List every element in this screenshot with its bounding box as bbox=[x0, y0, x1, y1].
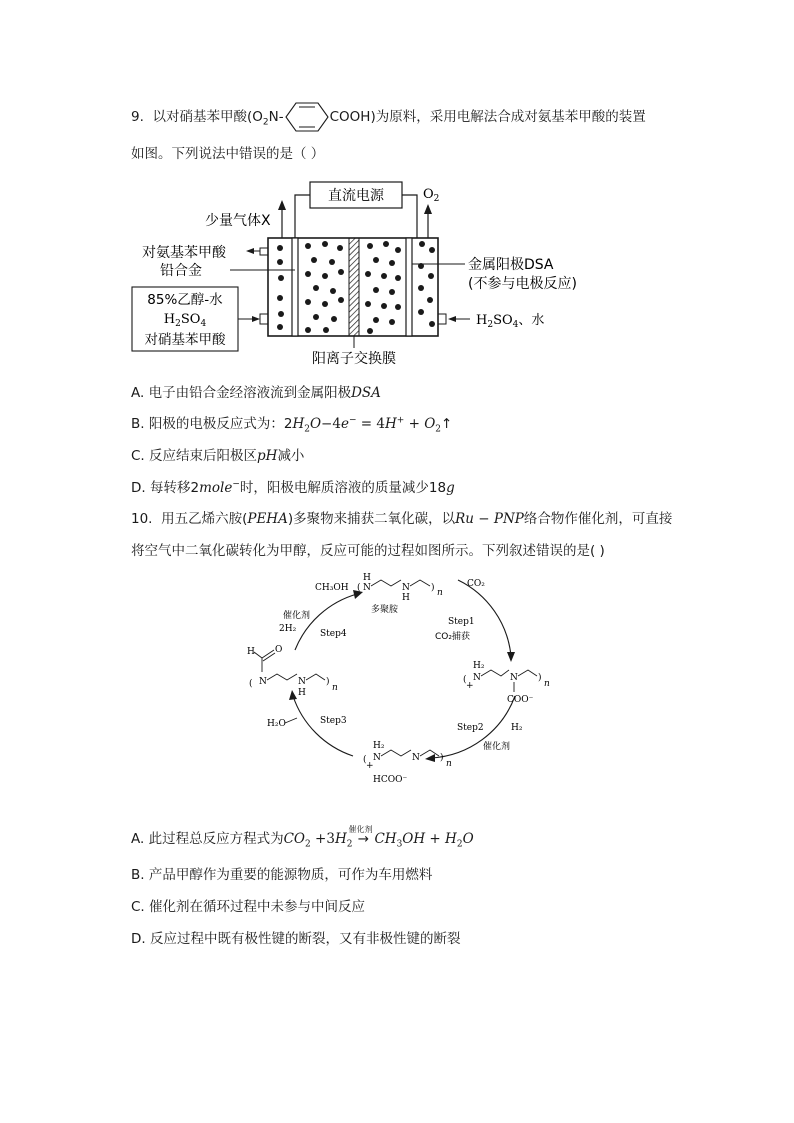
svg-text:CO₂捕获: CO₂捕获 bbox=[435, 632, 470, 642]
q10-option-a: A. 此过程总反应方程式为$CO_2 +3H_2$ 催化剂 → $CH_3OH + H_2O$ bbox=[131, 825, 474, 850]
q9-option-a: A. 电子由铅合金经溶液流到金属阳极DSA bbox=[131, 385, 381, 401]
reagent-solvent: 85%乙醇-水 bbox=[147, 292, 223, 308]
svg-text:N: N bbox=[473, 673, 481, 683]
svg-text:Step4: Step4 bbox=[320, 629, 347, 639]
formamide-structure bbox=[247, 645, 338, 698]
svg-text:N: N bbox=[412, 753, 420, 763]
svg-text:N: N bbox=[402, 583, 410, 593]
svg-text:H₂: H₂ bbox=[511, 723, 523, 733]
power-label: 直流电源 bbox=[328, 188, 384, 204]
svg-text:+: + bbox=[466, 681, 474, 691]
svg-text:+: + bbox=[366, 761, 374, 771]
svg-text:Step1: Step1 bbox=[448, 617, 475, 627]
q10-number: 10. bbox=[131, 511, 153, 527]
q9-stem-line2: 如图。下列说法中错误的是（ ） bbox=[131, 146, 325, 162]
q10-option-b: B. 产品甲醇作为重要的能源物质，可作为车用燃料 bbox=[131, 867, 433, 883]
reagent-substrate: 对硝基苯甲酸 bbox=[144, 332, 226, 348]
svg-text:(: ( bbox=[463, 675, 467, 685]
svg-text:HCOO⁻: HCOO⁻ bbox=[373, 775, 408, 785]
q10-stem-line1: 10. 用五乙烯六胺(PEHA)多聚物来捕获二氧化碳，以Ru − PNP络合物作催化剂，可直接 bbox=[131, 511, 673, 527]
q9-stem-line1: 9. 以对硝基苯甲酸($O_2N-$ COOH)为原料，采用电解法合成对氨基苯甲酸的装置 bbox=[131, 108, 646, 126]
svg-text:): ) bbox=[538, 673, 542, 683]
membrane-label: 阳离子交换膜 bbox=[312, 351, 396, 367]
svg-text:): ) bbox=[440, 753, 444, 763]
svg-text:Step2: Step2 bbox=[457, 723, 484, 733]
q9-option-b: B. 阳极的电极反应式为：$2H_2O-4e^- = 4H^+$ + $O_2↑$ bbox=[131, 415, 453, 435]
svg-text:2H₂: 2H₂ bbox=[279, 624, 297, 634]
anode-label: 金属阳极DSA bbox=[468, 257, 554, 273]
svg-text:COO⁻: COO⁻ bbox=[507, 695, 534, 705]
svg-text:H: H bbox=[298, 688, 306, 698]
svg-text:N: N bbox=[298, 677, 306, 687]
svg-text:): ) bbox=[431, 583, 435, 593]
svg-text:N: N bbox=[363, 583, 371, 593]
q9-option-c: C. 反应结束后阳极区pH减小 bbox=[131, 448, 305, 464]
electrolysis-diagram bbox=[130, 180, 600, 370]
svg-text:CH₃OH: CH₃OH bbox=[315, 583, 349, 593]
svg-text:(: ( bbox=[363, 755, 367, 765]
svg-text:CO₂: CO₂ bbox=[467, 579, 485, 589]
svg-text:N: N bbox=[259, 677, 267, 687]
product-label: 对氨基苯甲酸 bbox=[142, 245, 226, 261]
q9-option-d: D. 每转移2mole−时，阳极电解质溶液的质量减少18g bbox=[131, 479, 455, 496]
q10-stem-line2: 将空气中二氧化碳转化为甲醇，反应可能的过程如图所示。下列叙述错误的是( ) bbox=[131, 543, 605, 559]
lead-alloy-label: 铅合金 bbox=[160, 263, 202, 279]
svg-text:(: ( bbox=[249, 679, 253, 689]
carbamate-structure bbox=[463, 661, 550, 705]
svg-text:n: n bbox=[544, 679, 550, 689]
svg-text:H₂: H₂ bbox=[373, 741, 385, 751]
svg-text:Step3: Step3 bbox=[320, 716, 347, 726]
svg-text:催化剂: 催化剂 bbox=[283, 611, 311, 621]
svg-text:催化剂: 催化剂 bbox=[483, 742, 511, 752]
q10-option-d: D. 反应过程中既有极性键的断裂，又有非极性键的断裂 bbox=[131, 931, 461, 947]
svg-text:n: n bbox=[446, 759, 452, 769]
svg-text:N: N bbox=[373, 753, 381, 763]
formate-structure bbox=[363, 741, 452, 785]
gas-x-label: 少量气体X bbox=[205, 213, 271, 229]
svg-text:): ) bbox=[326, 677, 330, 687]
anode-feed-label: $H_2SO_4$、水 bbox=[476, 313, 545, 330]
svg-text:H: H bbox=[247, 647, 255, 657]
polyamine-structure bbox=[357, 573, 443, 615]
svg-text:N: N bbox=[510, 673, 518, 683]
svg-text:n: n bbox=[437, 588, 443, 598]
o2-label: $O_2$ bbox=[423, 187, 440, 204]
co2-cycle-diagram bbox=[245, 568, 565, 808]
svg-text:O: O bbox=[275, 645, 283, 655]
benzene-ring-icon bbox=[284, 100, 330, 134]
svg-text:多聚胺: 多聚胺 bbox=[371, 605, 399, 615]
q10-option-c: C. 催化剂在循环过程中未参与中间反应 bbox=[131, 899, 366, 915]
svg-text:(: ( bbox=[357, 583, 361, 593]
reagent-acid: $H_2SO_4$ bbox=[163, 312, 207, 329]
q9-number: 9. bbox=[131, 109, 144, 125]
svg-text:H: H bbox=[363, 573, 371, 583]
svg-text:n: n bbox=[332, 683, 338, 693]
anode-note: (不参与电极反应) bbox=[468, 276, 577, 292]
svg-text:H₂O: H₂O bbox=[267, 719, 286, 729]
svg-text:H: H bbox=[402, 593, 410, 603]
svg-text:H₂: H₂ bbox=[473, 661, 485, 671]
